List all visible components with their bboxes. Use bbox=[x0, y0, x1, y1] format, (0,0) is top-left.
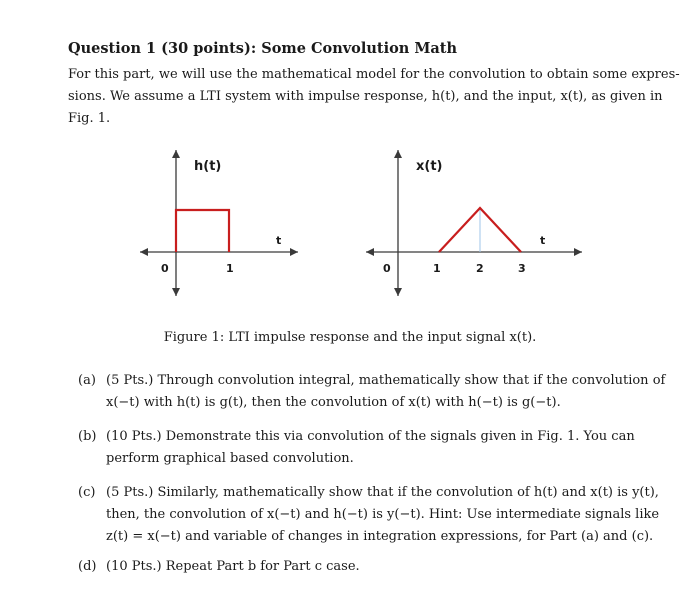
part-line: perform graphical based convolution. bbox=[106, 451, 354, 466]
part-line: (10 Pts.) Repeat Part b for Part c case. bbox=[106, 559, 360, 574]
h-x-axis-arrow-left bbox=[140, 248, 148, 256]
part-line: (10 Pts.) Demonstrate this via convolution of the signals given in Fig. 1. You can bbox=[106, 429, 635, 444]
part-body bbox=[106, 556, 636, 578]
question-title: Question 1 (30 points): Some Convolution Math bbox=[68, 40, 458, 57]
h-label: h(t) bbox=[194, 159, 222, 174]
x-y-axis-arrow-up bbox=[394, 150, 402, 158]
x-tick-2: 2 bbox=[476, 262, 484, 275]
part-tag: (a) bbox=[78, 373, 96, 388]
x-label: x(t) bbox=[416, 159, 443, 174]
h-tick-1: 1 bbox=[226, 262, 234, 275]
h-y-axis-arrow-up bbox=[172, 150, 180, 158]
part-tag: (d) bbox=[78, 559, 97, 574]
h-y-axis-arrow-down bbox=[172, 288, 180, 296]
intro-line: Fig. 1. bbox=[68, 111, 111, 126]
part-body bbox=[106, 482, 660, 548]
h-pulse bbox=[176, 210, 229, 252]
intro-line: sions. We assume a LTI system with impulse response, h(t), and the input, x(t), as given in bbox=[68, 89, 663, 104]
x-plot bbox=[366, 150, 582, 296]
part-line: (5 Pts.) Through convolution integral, mathematically show that if the convolution of bbox=[106, 373, 666, 388]
question-intro bbox=[68, 64, 680, 130]
x-y-axis-arrow-down bbox=[394, 288, 402, 296]
x-triangle bbox=[439, 208, 521, 252]
x-axis-var: t bbox=[540, 234, 546, 247]
part-line: then, the convolution of x(−t) and h(−t) is y(−t). Hint: Use intermediate signals like bbox=[106, 507, 660, 522]
part-tag: (c) bbox=[78, 485, 96, 500]
h-plot bbox=[140, 150, 298, 296]
x-x-axis-arrow-left bbox=[366, 248, 374, 256]
x-tick-1: 1 bbox=[433, 262, 441, 275]
part-body bbox=[106, 370, 666, 414]
figure-caption: Figure 1: LTI impulse response and the input signal x(t). bbox=[163, 330, 537, 345]
part-line: (5 Pts.) Similarly, mathematically show that if the convolution of h(t) and x(t) is y(t), bbox=[106, 485, 659, 500]
part-tag: (b) bbox=[78, 429, 97, 444]
h-x-axis-arrow-right bbox=[290, 248, 298, 256]
h-tick-0: 0 bbox=[161, 262, 169, 275]
part-body bbox=[106, 426, 636, 470]
x-x-axis-arrow-right bbox=[574, 248, 582, 256]
part-line: x(−t) with h(t) is g(t), then the convolution of x(t) with h(−t) is g(−t). bbox=[106, 395, 561, 410]
part-line: z(t) = x(−t) and variable of changes in integration expressions, for Part (a) and (c). bbox=[106, 529, 654, 544]
x-tick-3: 3 bbox=[518, 262, 526, 275]
x-tick-0: 0 bbox=[383, 262, 391, 275]
intro-line: For this part, we will use the mathematical model for the convolution to obtain some expres- bbox=[68, 67, 680, 82]
h-axis-var: t bbox=[276, 234, 282, 247]
